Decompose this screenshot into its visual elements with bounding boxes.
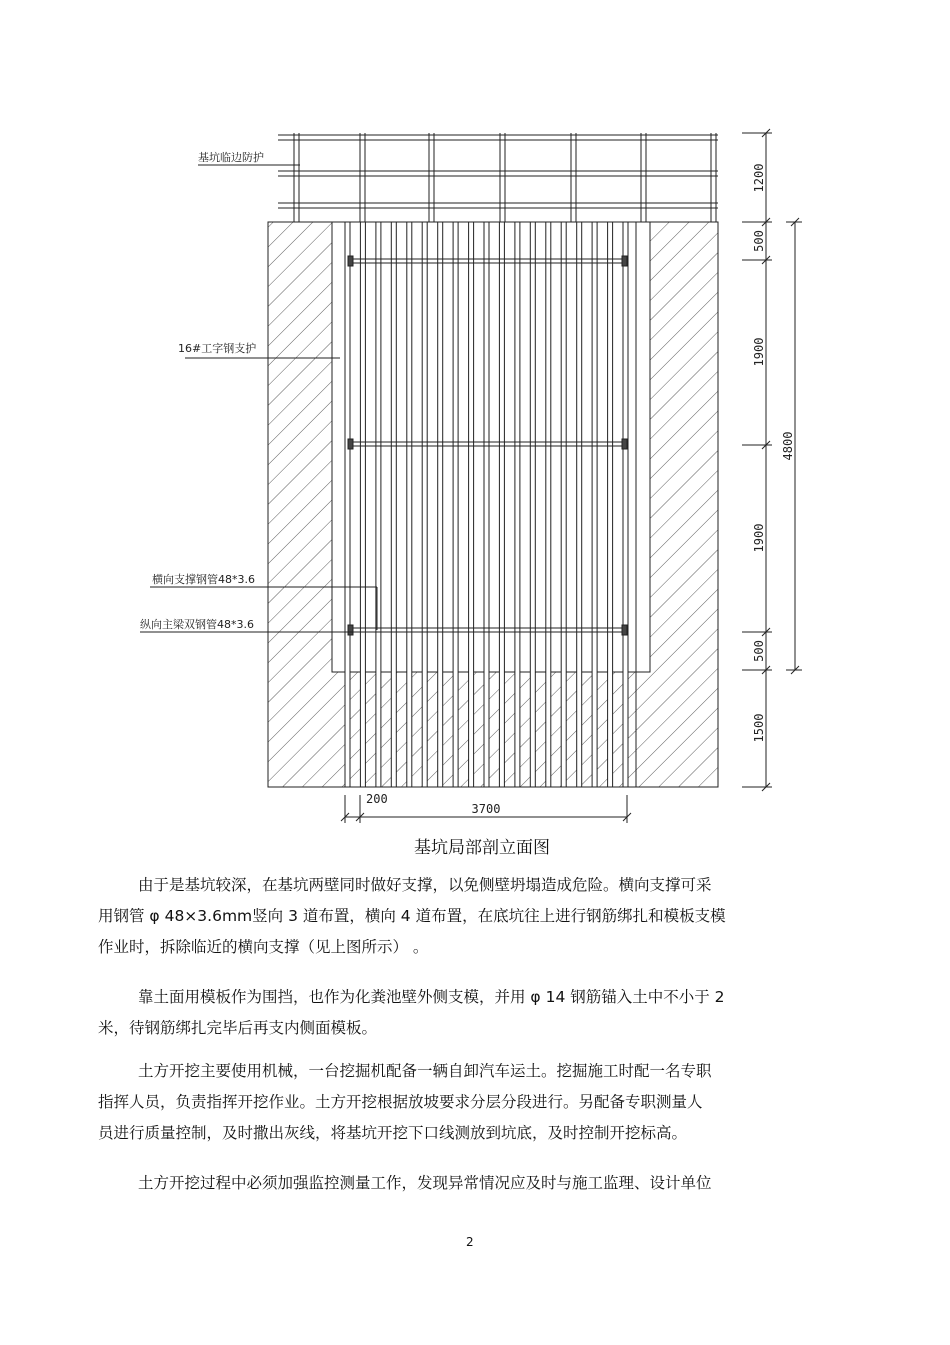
steel-pile — [453, 222, 458, 787]
figure-caption: 基坑局部剖立面图 — [414, 838, 550, 858]
steel-pile — [530, 222, 535, 787]
steel-pile — [422, 222, 427, 787]
dim-4800: 4800 — [781, 431, 795, 461]
paragraph-2 — [98, 982, 858, 1044]
paragraph-3 — [98, 1056, 858, 1149]
dim-1900-upper: 1900 — [752, 337, 766, 367]
dim-200: 200 — [366, 792, 388, 806]
dim-500-top: 500 — [752, 230, 766, 252]
steel-pile — [515, 222, 520, 787]
steel-pile — [438, 222, 443, 787]
p3-line-2: 指挥人员，负责指挥开挖作业。土方开挖根据放坡要求分层分段进行。另配备专职测量人 — [98, 1093, 703, 1111]
p1-line-3: 作业时，拆除临近的横向支撑（见上图所示） 。 — [98, 938, 429, 956]
p2-line-2: 米，待钢筋绑扎完毕后再支内侧面模板。 — [98, 1019, 378, 1037]
steel-pile — [469, 222, 474, 787]
label-long-pipe: 纵向主梁双钢管48*3.6 — [140, 618, 254, 631]
paragraph-4 — [98, 1168, 858, 1199]
guard-rail-grid — [278, 133, 718, 222]
label-steel: 16#工字钢支护 — [178, 342, 257, 355]
page-number: 2 — [466, 1235, 474, 1249]
p3-line-3: 员进行质量控制，及时撒出灰线，将基坑开挖下口线测放到坑底，及时控制开挖标高。 — [98, 1124, 688, 1142]
steel-pile — [592, 222, 597, 787]
p3-line-1: 土方开挖主要使用机械，一台挖掘机配备一辆自卸汽车运土。挖掘施工时配一名专职 — [138, 1062, 712, 1080]
steel-pile — [499, 222, 504, 787]
dim-1500: 1500 — [752, 713, 766, 743]
steel-pile — [546, 222, 551, 787]
steel-pile — [561, 222, 566, 787]
label-cross-pipe: 横向支撑钢管48*3.6 — [152, 573, 255, 586]
paragraph-1 — [98, 870, 858, 963]
steel-pile — [577, 222, 582, 787]
p2-line-1: 靠土面用模板作为围挡，也作为化粪池壁外侧支模，并用 φ 14 钢筋锚入土中不小于 2 — [138, 988, 725, 1006]
label-guard: 基坑临边防护 — [198, 151, 264, 164]
dim-3700: 3700 — [471, 802, 501, 816]
p1-line-1: 由于是基坑较深，在基坑两壁同时做好支撑，以免侧壁坍塌造成危险。横向支撑可采 — [138, 876, 712, 894]
steel-pile — [360, 222, 365, 787]
steel-pile — [376, 222, 381, 787]
steel-pile — [623, 222, 628, 787]
steel-pile — [608, 222, 613, 787]
p1-line-2: 用钢管 φ 48×3.6mm竖向 3 道布置，横向 4 道布置，在底坑往上进行钢筋绑扎和模板支模 — [98, 907, 726, 925]
steel-pile — [407, 222, 412, 787]
dim-1900-lower: 1900 — [752, 523, 766, 553]
steel-pile — [391, 222, 396, 787]
p4-line-1: 土方开挖过程中必须加强监控测量工作，发现异常情况应及时与施工监理、设计单位 — [138, 1174, 712, 1192]
steel-pile — [345, 222, 350, 787]
dim-500-bottom: 500 — [752, 640, 766, 662]
steel-pile — [484, 222, 489, 787]
dim-1200: 1200 — [752, 163, 766, 193]
